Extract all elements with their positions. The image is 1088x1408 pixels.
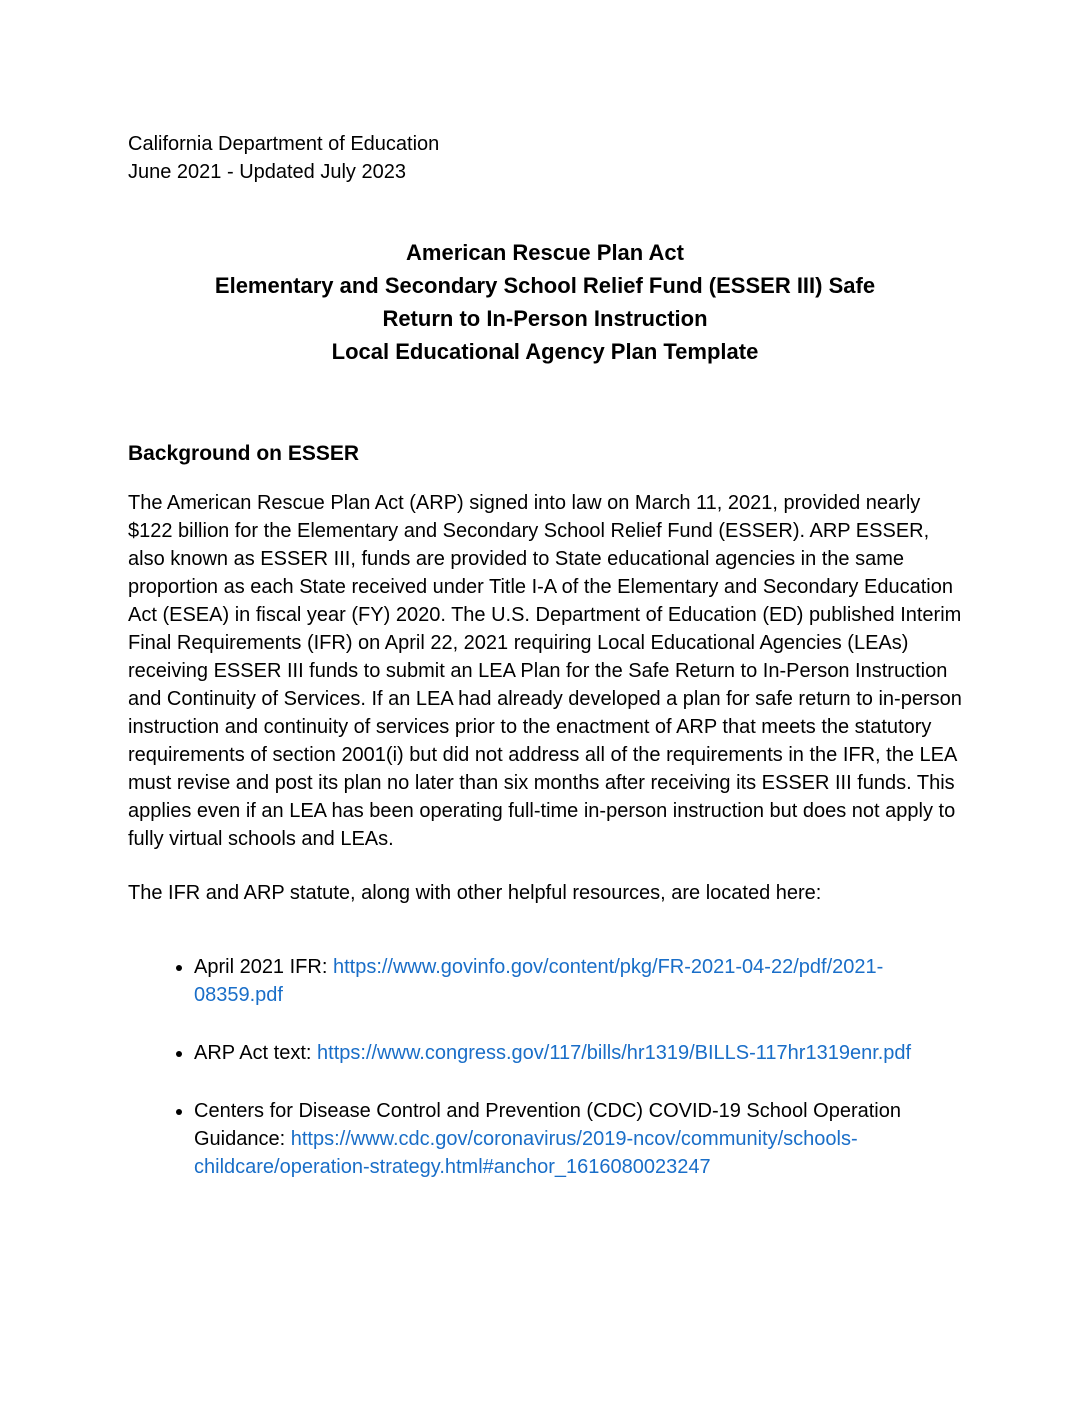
- cdc-school-operation-guidance-link[interactable]: https://www.cdc.gov/coronavirus/2019-ncov/community/schools-childcare/operation-strategy.html#anchor_1616080023247: [194, 1128, 858, 1178]
- header-date-line: June 2021 - Updated July 2023: [128, 161, 406, 183]
- list-item-arp-act-text: [194, 1039, 962, 1067]
- title-line-4: Local Educational Agency Plan Template: [331, 339, 759, 364]
- bullet-label-arp-act-text: ARP Act text:: [194, 1042, 318, 1064]
- paragraph-esser-background: The American Rescue Plan Act (ARP) signed into law on March 11, 2021, provided nearly $122 billion for the Elementary and Secondary School Relief Fund (ESSER). ARP ESSER, also known as ESSER III, funds are provided to State educational agencies in the same proportion as each State received under Title I-A of the Elementary and Secondary Education Act (ESEA) in fiscal year (FY) 2020. The U.S. Department of Education (ED) published Interim Final Requirements (IFR) on April 22, 2021 requiring Local Educational Agencies (LEAs) receiving ESSER III funds to submit an LEA Plan for the Safe Return to In-Person Instruction and Continuity of Services. If an LEA had already developed a plan for safe return to in-person instruction and continuity of services prior to the enactment of ARP that meets the statutory requirements of section 2001(i) but did not address all of the requirements in the IFR, the LEA must revise and post its plan no later than six months after receiving its ESSER III funds. This applies even if an LEA has been operating full-time in-person instruction but does not apply to fully virtual schools and LEAs.: [128, 492, 962, 850]
- document-header: [128, 130, 962, 186]
- bullet-label-cdc-guidance: Centers for Disease Control and Prevention (CDC) COVID-19 School Operation Guidance:: [194, 1100, 901, 1150]
- congress-arp-act-link[interactable]: https://www.congress.gov/117/bills/hr1319/BILLS-117hr1319enr.pdf: [317, 1042, 912, 1064]
- section-heading-background-on-esser: Background on ESSER: [128, 442, 360, 465]
- paragraph-resources-intro: The IFR and ARP statute, along with other helpful resources, are located here:: [128, 882, 822, 904]
- title-line-3: Return to In-Person Instruction: [382, 306, 708, 331]
- resources-list: [128, 953, 962, 1181]
- bullet-label-april-2021-ifr: April 2021 IFR:: [194, 956, 333, 978]
- govinfo-ifr-link[interactable]: https://www.govinfo.gov/content/pkg/FR-2021-04-22/pdf/2021-08359.pdf: [194, 956, 884, 1006]
- title-line-1: American Rescue Plan Act: [406, 240, 684, 265]
- title-line-2: Elementary and Secondary School Relief Fund (ESSER III) Safe: [214, 273, 876, 298]
- document-title: [128, 236, 962, 368]
- list-item-april-2021-ifr: [194, 953, 962, 1009]
- header-organization: California Department of Education: [128, 133, 440, 155]
- list-item-cdc-guidance: [194, 1097, 962, 1181]
